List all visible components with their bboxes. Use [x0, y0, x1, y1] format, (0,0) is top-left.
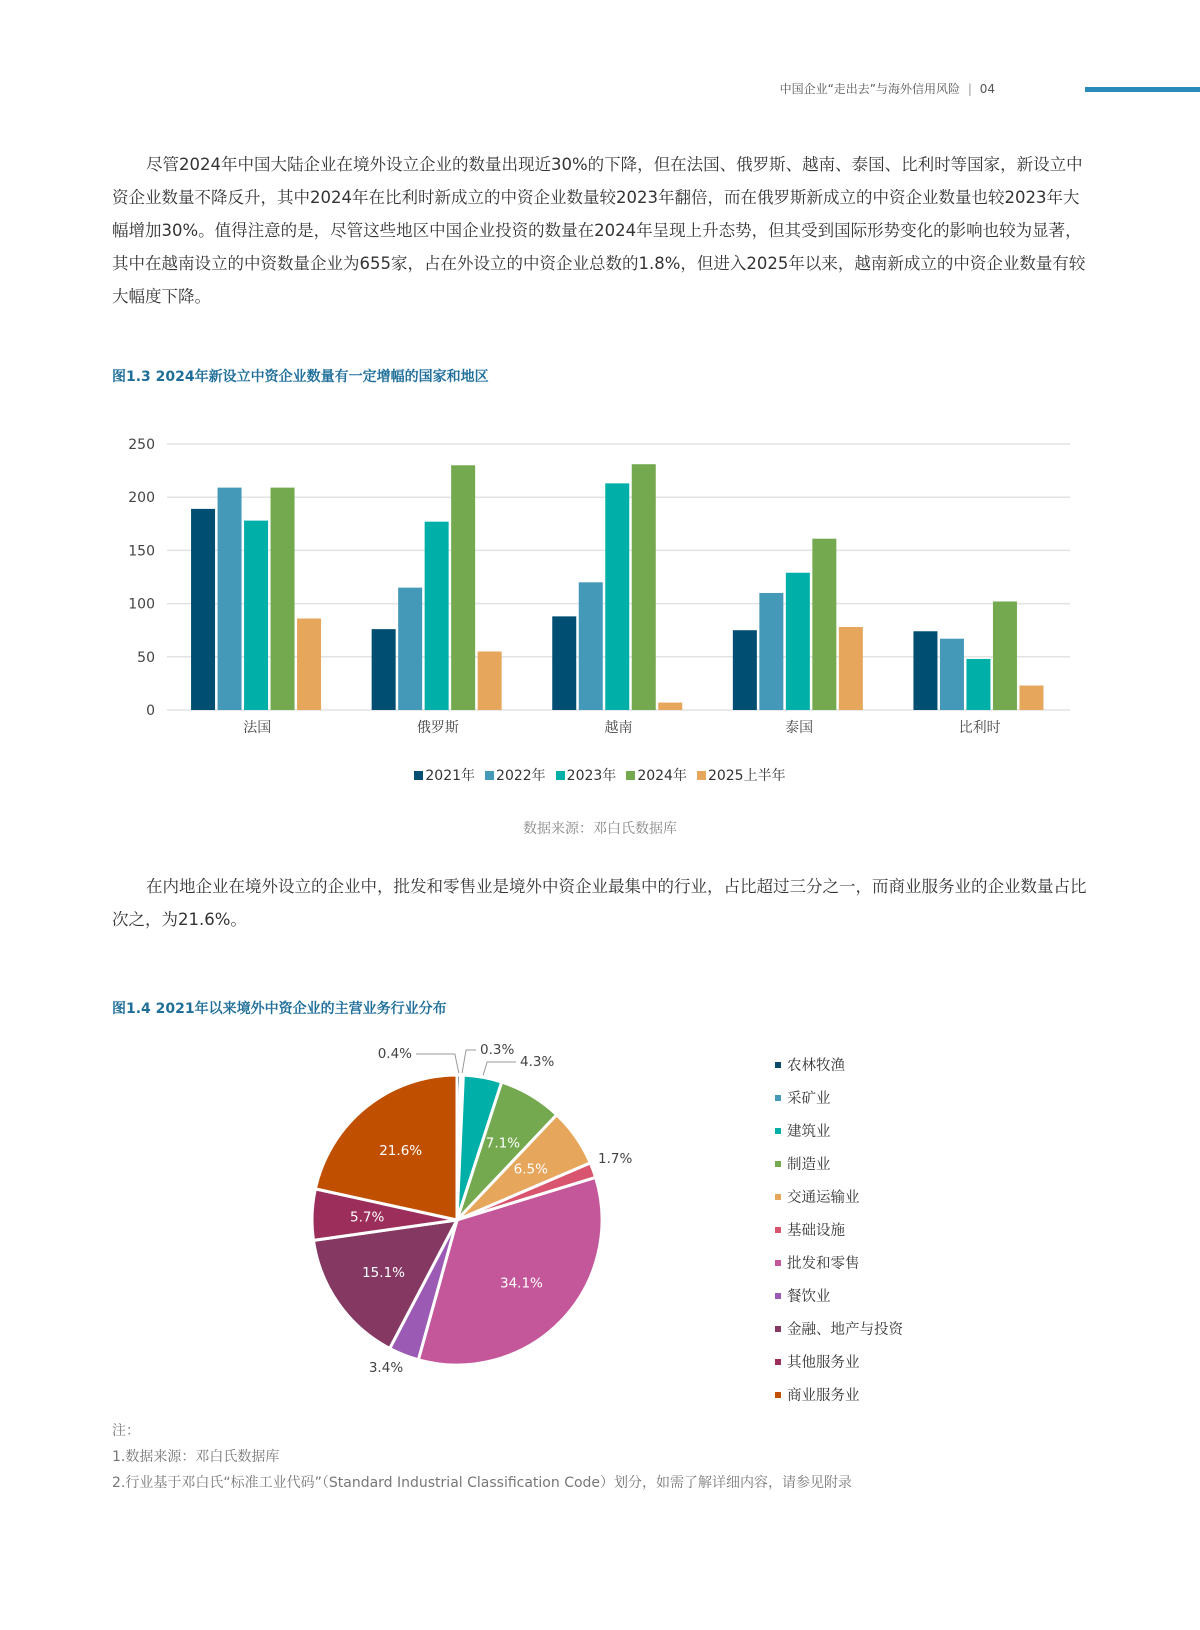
pie-data-label: 4.3%	[520, 1054, 555, 1070]
legend-label: 交通运输业	[787, 1190, 860, 1206]
legend-label: 采矿业	[787, 1091, 831, 1107]
bar-2025上半年-俄罗斯	[478, 651, 502, 710]
bar-2021年-比利时	[913, 631, 937, 710]
legend-label: 批发和零售	[787, 1256, 860, 1272]
legend-swatch	[485, 771, 494, 780]
legend-label: 2022年	[496, 768, 546, 784]
pie-chart-legend	[775, 1048, 903, 1411]
pie-data-label: 7.1%	[485, 1135, 521, 1152]
bar-2025上半年-越南	[658, 703, 682, 710]
body-paragraph-2: 在内地企业在境外设立的企业中，批发和零售业是境外中资企业最集中的行业，占比超过三分之一，而商业服务业的企业数量占比次之，为21.6%。	[112, 877, 1087, 929]
note-2: 2.行业基于邓白氏“标准工业代码”（Standard Industrial Classification Code）划分，如需了解详细内容，请参见附录	[112, 1475, 853, 1491]
legend-swatch	[414, 771, 423, 780]
legend-swatch	[775, 1359, 781, 1365]
bar-2022年-法国	[218, 488, 242, 710]
legend-label: 2024年	[637, 768, 687, 784]
bar-2023年-比利时	[966, 659, 990, 710]
header-accent-bar	[1085, 87, 1200, 92]
legend-label: 建筑业	[787, 1124, 831, 1140]
legend-label: 2023年	[566, 768, 617, 784]
legend-item	[485, 768, 546, 784]
pie-data-label: 0.4%	[377, 1046, 412, 1062]
bar-2021年-越南	[552, 616, 576, 710]
legend-label: 农林牧渔	[787, 1058, 845, 1074]
bar-chart-source: 数据来源：邓白氏数据库	[523, 821, 677, 837]
note-1: 1.数据来源：邓白氏数据库	[112, 1449, 280, 1465]
y-tick-label: 250	[128, 437, 155, 453]
legend-label: 制造业	[787, 1157, 831, 1173]
notes	[112, 1418, 852, 1496]
legend-swatch	[626, 771, 635, 780]
legend-item	[556, 768, 617, 784]
legend-label: 商业服务业	[787, 1388, 860, 1404]
pie-legend-item	[775, 1312, 903, 1345]
figure-1-3-title: 图1.3 2024年新设立中资企业数量有一定增幅的国家和地区	[112, 369, 489, 385]
bar-2022年-越南	[579, 582, 603, 710]
legend-swatch	[775, 1194, 781, 1200]
x-category-label: 法国	[243, 720, 272, 736]
legend-swatch	[775, 1293, 781, 1299]
leader-line	[416, 1054, 459, 1073]
pie-legend-item	[775, 1213, 903, 1246]
pie-legend-item	[775, 1279, 903, 1312]
leader-line	[483, 1062, 516, 1075]
bar-2025上半年-泰国	[839, 627, 863, 710]
bar-2022年-比利时	[940, 639, 964, 710]
pie-legend-item	[775, 1246, 903, 1279]
legend-item	[697, 768, 786, 784]
legend-label: 餐饮业	[787, 1289, 831, 1305]
legend-swatch	[775, 1128, 781, 1134]
legend-swatch	[775, 1161, 781, 1167]
y-tick-label: 0	[146, 703, 155, 719]
legend-label: 金融、地产与投资	[787, 1322, 903, 1338]
legend-swatch	[556, 771, 565, 780]
x-category-label: 俄罗斯	[416, 720, 459, 736]
figure-1-4-title: 图1.4 2021年以来境外中资企业的主营业务行业分布	[112, 1001, 447, 1017]
bar-2024年-法国	[271, 488, 295, 710]
bar-2024年-泰国	[812, 539, 836, 710]
legend-swatch	[775, 1227, 781, 1233]
bar-2023年-泰国	[786, 573, 810, 710]
legend-swatch	[775, 1062, 781, 1068]
header-title: 中国企业“走出去”与海外信用风险	[779, 82, 961, 96]
y-tick-label: 200	[128, 490, 155, 507]
bar-2021年-俄罗斯	[372, 629, 396, 710]
pie-legend-item	[775, 1048, 903, 1081]
pie-legend-item	[775, 1081, 903, 1114]
legend-label: 2021年	[425, 768, 476, 784]
bar-2021年-法国	[191, 509, 215, 710]
notes-heading: 注：	[112, 1423, 140, 1439]
pie-data-label: 15.1%	[362, 1264, 405, 1281]
legend-item	[626, 768, 687, 784]
body-paragraph-1: 尽管2024年中国大陆企业在境外设立企业的数量出现近30%的下降，但在法国、俄罗斯、越南、泰国、比利时等国家，新设立中资企业数量不降反升，其中2024年在比利时新成立的中资企业数量较2023年翻倍，而在俄罗斯新成立的中资企业数量也较2023年大幅增加30%。值得注意的是，尽管这些地区中国企业投资的数量在2024年呈现上升态势，但其受到国际形势变化的影响也较为显著，其中在越南设立的中资数量企业为655家，占在外设立的中资企业总数的1.8%，但进入2025年以来，越南新成立的中资企业数量有较大幅度下降。	[112, 155, 1086, 306]
y-tick-label: 150	[128, 543, 155, 560]
y-tick-label: 50	[137, 649, 155, 666]
running-header	[780, 80, 995, 97]
bar-2023年-法国	[244, 521, 268, 710]
header-divider: |	[967, 82, 972, 96]
bar-2024年-俄罗斯	[451, 465, 475, 710]
bar-2025上半年-法国	[297, 618, 321, 710]
bar-2025上半年-比利时	[1019, 686, 1043, 710]
pie-data-label: 3.4%	[368, 1360, 404, 1376]
legend-label: 其他服务业	[787, 1355, 860, 1371]
y-tick-label: 100	[128, 596, 155, 613]
pie-data-label: 5.7%	[350, 1209, 385, 1226]
bar-2021年-泰国	[733, 630, 757, 710]
x-category-label: 泰国	[785, 720, 814, 736]
legend-swatch	[697, 771, 706, 780]
pie-data-label: 34.1%	[500, 1275, 543, 1292]
pie-data-label: 21.6%	[379, 1142, 423, 1159]
bar-chart	[0, 400, 1200, 740]
legend-swatch	[775, 1392, 781, 1398]
page-number: 04	[979, 82, 995, 96]
leader-line	[462, 1050, 476, 1073]
legend-label: 2025上半年	[707, 768, 786, 784]
bar-2024年-比利时	[993, 601, 1017, 710]
x-category-label: 越南	[604, 720, 633, 736]
legend-swatch	[775, 1095, 781, 1101]
legend-label: 基础设施	[787, 1223, 845, 1239]
pie-legend-item	[775, 1114, 903, 1147]
pie-data-label: 0.3%	[480, 1042, 515, 1058]
bar-2024年-越南	[632, 464, 656, 710]
pie-legend-item	[775, 1345, 903, 1378]
pie-data-label: 1.7%	[598, 1151, 633, 1167]
bar-2023年-越南	[605, 483, 629, 710]
pie-legend-item	[775, 1147, 903, 1180]
x-category-label: 比利时	[958, 720, 1001, 736]
pie-chart	[0, 1030, 760, 1410]
bar-2022年-泰国	[759, 593, 783, 710]
pie-data-label: 6.5%	[513, 1161, 548, 1178]
pie-legend-item	[775, 1180, 903, 1213]
pie-legend-item	[775, 1378, 903, 1411]
bar-chart-legend	[0, 765, 1200, 785]
bar-2022年-俄罗斯	[398, 588, 422, 710]
legend-item	[414, 768, 475, 784]
legend-swatch	[775, 1326, 781, 1332]
bar-2023年-俄罗斯	[425, 522, 449, 710]
legend-swatch	[775, 1260, 781, 1266]
